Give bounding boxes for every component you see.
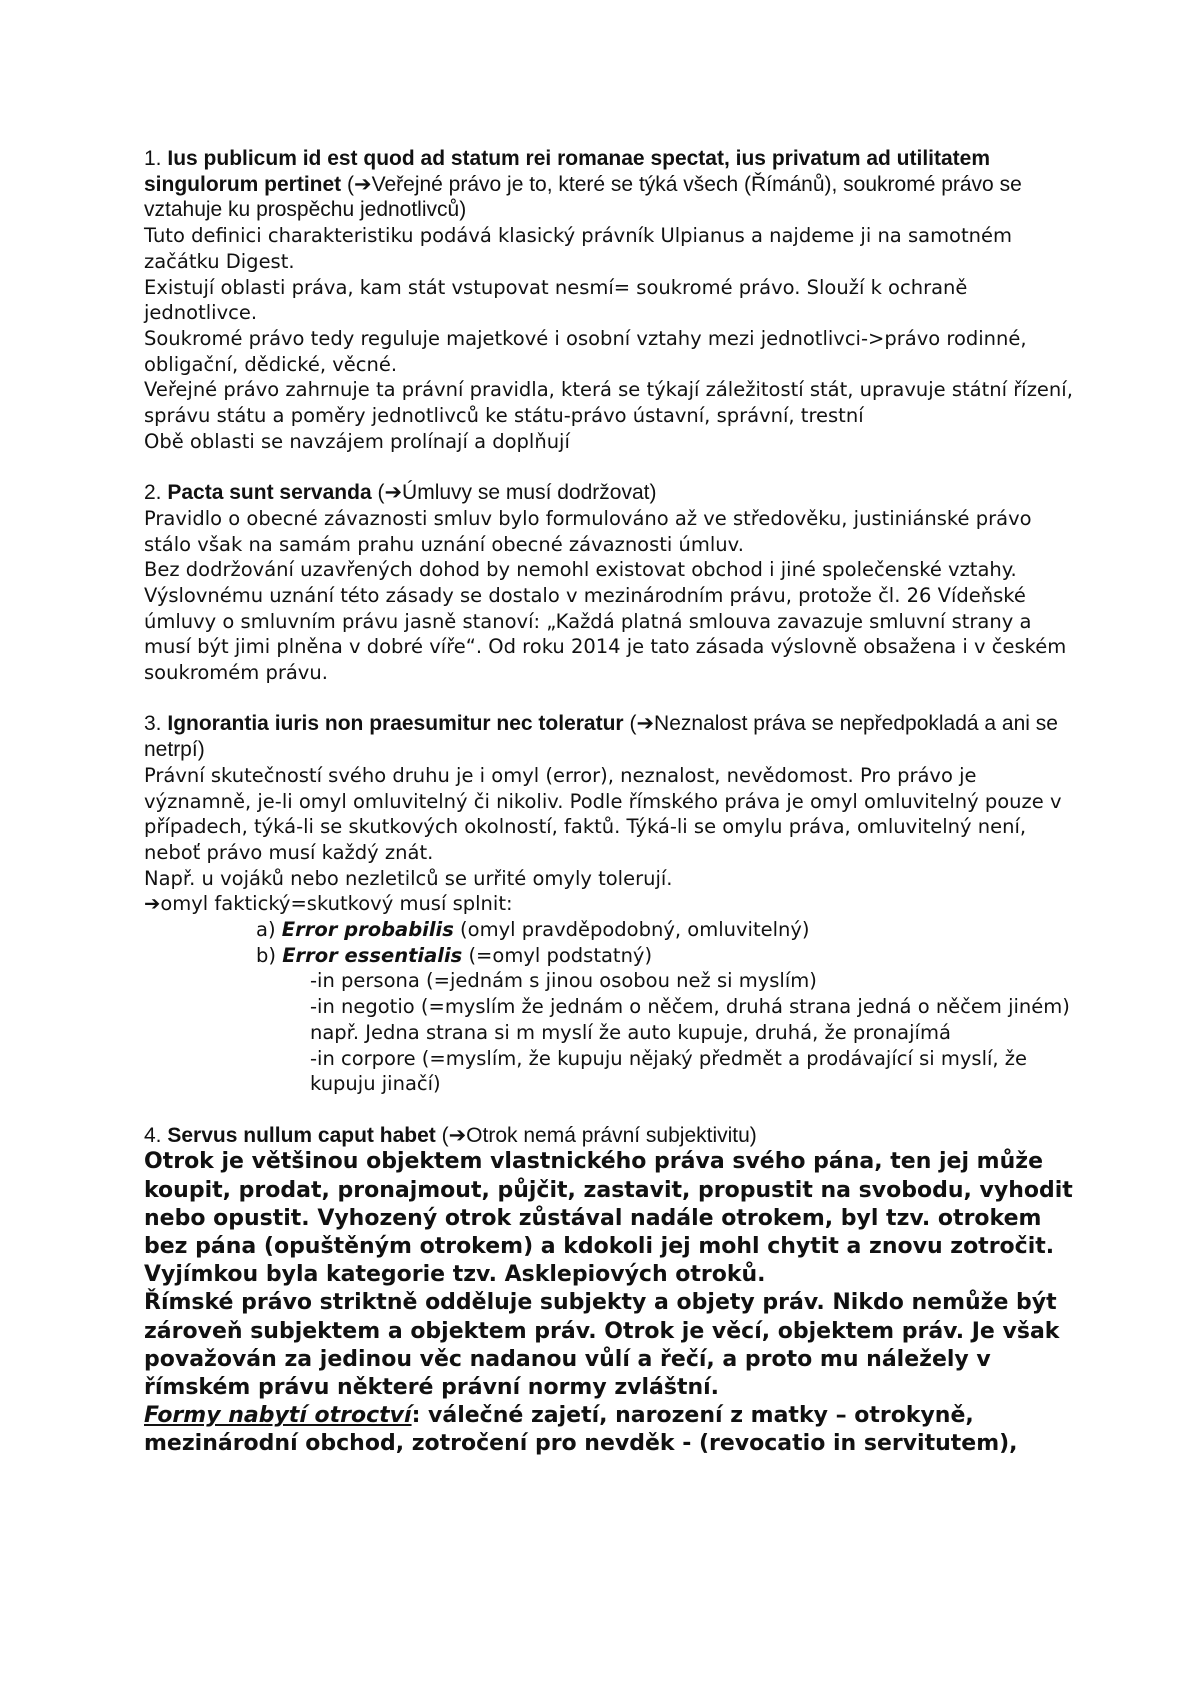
sub-item: -in persona (=jednám s jinou osobou než si myslím)	[310, 969, 817, 993]
section-number: 2.	[144, 481, 162, 505]
section-number: 4.	[144, 1123, 162, 1147]
paragraph: Otrok je většinou objektem vlastnického práva svého pána, ten jej může koupit, prodat, pronajmout, půjčit, zastavit, propustit na svobodu, vyhodit nebo opustit. Vyhozený otrok zůstával nadále otrokem, byl tzv. otrokem bez pána (opuštěným otrokem) a kdokoli jej mohl chytit a znovu zotročit. Vyjímkou byla kategorie tzv. Asklepiových otroků.	[144, 1149, 1073, 1288]
paragraph: Tuto definici charakteristiku podává klasický právník Ulpianus a najdeme ji na samotném začátku Digest.	[144, 224, 1012, 273]
list-item-b: b) Error essentialis (=omyl podstatný)	[256, 943, 653, 967]
list-item-a: a) Error probabilis (omyl pravděpodobný, omluvitelný)	[256, 918, 810, 942]
spacer	[144, 686, 1084, 712]
paragraph: ➔omyl faktický=skutkový musí splnit:	[144, 892, 513, 916]
spacer	[144, 1097, 1084, 1123]
maxim-translation: (➔Veřejné právo je to, které se týká všech (Římánů), soukromé právo se vztahuje ku prospěchu jednotlivců)	[144, 172, 1022, 222]
sub-item: -in corpore (=myslím, že kupuju nějaký předmět a prodávající si myslí, žekupuju jinačí)	[310, 1046, 1028, 1096]
error-term: Error essentialis	[282, 943, 463, 967]
section-4-heading	[144, 1123, 1084, 1149]
maxim-translation: (➔Otrok nemá právní subjektivitu)	[441, 1123, 757, 1147]
error-term: Error probabilis	[281, 918, 454, 942]
paragraph: Obě oblasti se navzájem prolínají a doplňují	[144, 429, 570, 453]
latin-maxim: Ignorantia iuris non praesumitur nec toleratur	[167, 712, 624, 736]
section-2-heading	[144, 480, 1084, 506]
latin-maxim: Pacta sunt servanda	[167, 481, 372, 505]
forms-term: Formy nabytí otroctví	[144, 1403, 412, 1429]
paragraph: Pravidlo o obecné závaznosti smluv bylo formulováno až ve středověku, justiniánské právo stálo však na samám prahu uznání obecné závaznosti úmluv.	[144, 506, 1032, 556]
paragraph: Veřejné právo zahrnuje ta právní pravidla, která se týkají záležitostí stát, upravuje státní řízení, správu státu a poměry jednotlivců ke státu-právo ústavní, správní, trestní	[144, 378, 1073, 428]
paragraph: Právní skutečností svého druhu je i omyl (error), neznalost, nevědomost. Pro právo je významně, je-li omyl omluvitelný či nikoliv. Podle římského práva je omyl omluvitelný pouze v případech, týká-li se skutkových okolností, faktů. Týká-li se omylu práva, omluvitelný není, neboť právo musí každý znát.	[144, 763, 1062, 864]
section-1-heading	[144, 146, 1084, 223]
section-3-heading	[144, 711, 1084, 762]
paragraph: Výslovnému uznání této zásady se dostalo v mezinárodním právu, protože čl. 26 Vídeňské úmluvy o smluvním právu jasně stanoví: „Každá platná smlouva zavazuje smluvní strany a musí být jimi plněna v dobré víře“. Od roku 2014 je tato zásada výslovně obsažena i v českém soukromém právu.	[144, 583, 1067, 685]
maxim-translation: (➔Neznalost práva se nepředpokladá a ani se netrpí)	[144, 712, 1058, 762]
latin-maxim: Ius publicum id est quod ad statum rei romanae spectat, ius privatum ad utilitatem singulorum pertinet	[144, 147, 991, 196]
paragraph: Soukromé právo tedy reguluje majetkové i osobní vztahy mezi jednotlivci->právo rodinné, obligační, dědické, věcné.	[144, 326, 1027, 376]
document-body	[144, 146, 1084, 1459]
paragraph: Římské právo striktně odděluje subjekty a objety práv. Nikdo nemůže být zároveň subjektem a objektem práv. Otrok je věcí, objektem práv. Je však považován za jedinou věc nadanou vůlí a řečí, a proto mu náležely v římském právu některé právní normy zvláštní.	[144, 1290, 1060, 1400]
paragraph: Formy nabytí otroctví: válečné zajetí, narození z matky – otrokyně, mezinárodní obchod, zotročení pro nevděk - (revocatio in servitutem),	[144, 1403, 1018, 1457]
sub-item: -in negotio (=myslím že jednám o něčem, druhá strana jedná o něčem jiném) např. Jedna strana si m myslí že auto kupuje, druhá, že pronajímá	[310, 995, 1070, 1044]
section-number: 1.	[144, 147, 162, 170]
spacer	[144, 454, 1084, 480]
maxim-translation: (➔Úmluvy se musí dodržovat)	[377, 481, 657, 505]
paragraph: Např. u vojáků nebo nezletilců se urřité omyly tolerují.	[144, 866, 673, 890]
paragraph: Existují oblasti práva, kam stát vstupovat nesmí= soukromé právo. Slouží k ochraně jednotlivce.	[144, 275, 968, 325]
paragraph: Bez dodržování uzavřených dohod by nemohl existovat obchod i jiné společenské vztahy.	[144, 558, 1017, 582]
section-number: 3.	[144, 712, 162, 736]
latin-maxim: Servus nullum caput habet	[167, 1123, 436, 1147]
